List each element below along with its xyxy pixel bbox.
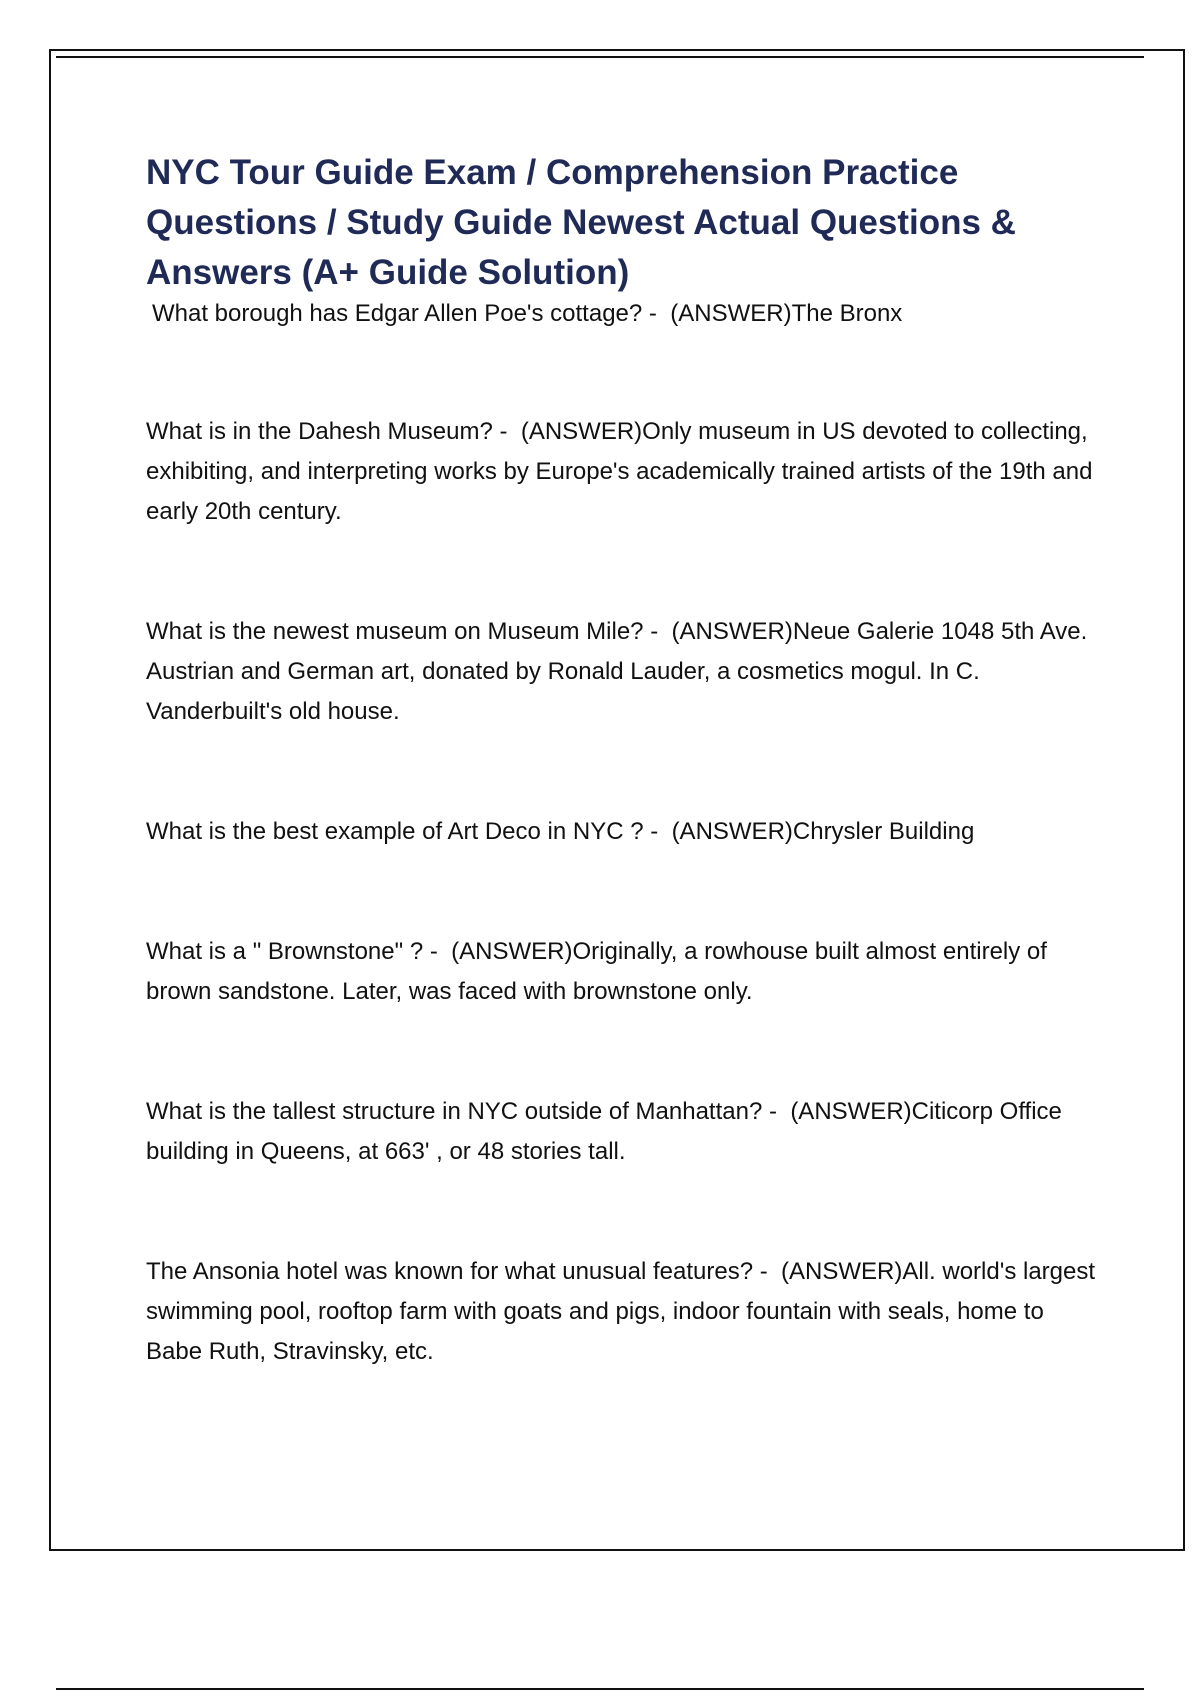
qa-question: What is the tallest structure in NYC outside of Manhattan? xyxy=(146,1098,763,1125)
qa-separator: - xyxy=(648,300,671,327)
qa-answer: (ANSWER)The Bronx xyxy=(670,300,903,327)
document-title: NYC Tour Guide Exam / Comprehension Practice Questions / Study Guide Newest Actual Questions & Answers (A+ Guide Solution) xyxy=(146,153,1016,292)
qa-separator: - xyxy=(429,938,452,965)
qa-answer: (ANSWER)Originally, a rowhouse built almost entirely of brown sandstone. Later, was faced with brownstone only. xyxy=(146,938,1047,1005)
qa-separator: - xyxy=(499,418,521,445)
document-body xyxy=(146,148,1106,1452)
qa-item xyxy=(146,612,1106,732)
qa-separator: - xyxy=(768,1098,791,1125)
qa-separator: - xyxy=(650,818,672,845)
qa-list xyxy=(146,294,1106,1372)
qa-item xyxy=(152,294,1106,334)
qa-question: What is the newest museum on Museum Mile? xyxy=(146,618,644,645)
qa-item xyxy=(146,932,1106,1012)
top-rule xyxy=(56,56,1144,58)
qa-question: What is a " Brownstone" ? xyxy=(146,938,424,965)
qa-answer: (ANSWER)Chrysler Building xyxy=(671,818,975,845)
qa-question: The Ansonia hotel was known for what unusual features? xyxy=(146,1258,754,1285)
qa-item xyxy=(146,1092,1106,1172)
qa-item xyxy=(146,1252,1106,1372)
qa-answer: (ANSWER)Neue Galerie 1048 5th Ave. Austrian and German art, donated by Ronald Lauder, a cosmetics mogul. In C. Vanderbuilt's old house. xyxy=(146,618,1088,725)
qa-answer: (ANSWER)All. world's largest swimming pool, rooftop farm with goats and pigs, indoor fountain with seals, home to Babe Ruth, Stravinsky, etc. xyxy=(146,1258,1096,1365)
qa-answer: (ANSWER)Only museum in US devoted to collecting, exhibiting, and interpreting works by Europe's academically trained artists of the 19th and early 20th century. xyxy=(146,418,1093,525)
qa-item xyxy=(146,812,1106,852)
bottom-rule xyxy=(56,1688,1144,1690)
qa-question: What is the best example of Art Deco in NYC ? xyxy=(146,818,644,845)
qa-item xyxy=(146,412,1106,532)
qa-question: What is in the Dahesh Museum? xyxy=(146,418,493,445)
qa-answer: (ANSWER)Citicorp Office building in Queens, at 663' , or 48 stories tall. xyxy=(146,1098,1062,1165)
qa-separator: - xyxy=(759,1258,782,1285)
qa-question: What borough has Edgar Allen Poe's cottage? xyxy=(152,300,643,327)
qa-separator: - xyxy=(650,618,672,645)
